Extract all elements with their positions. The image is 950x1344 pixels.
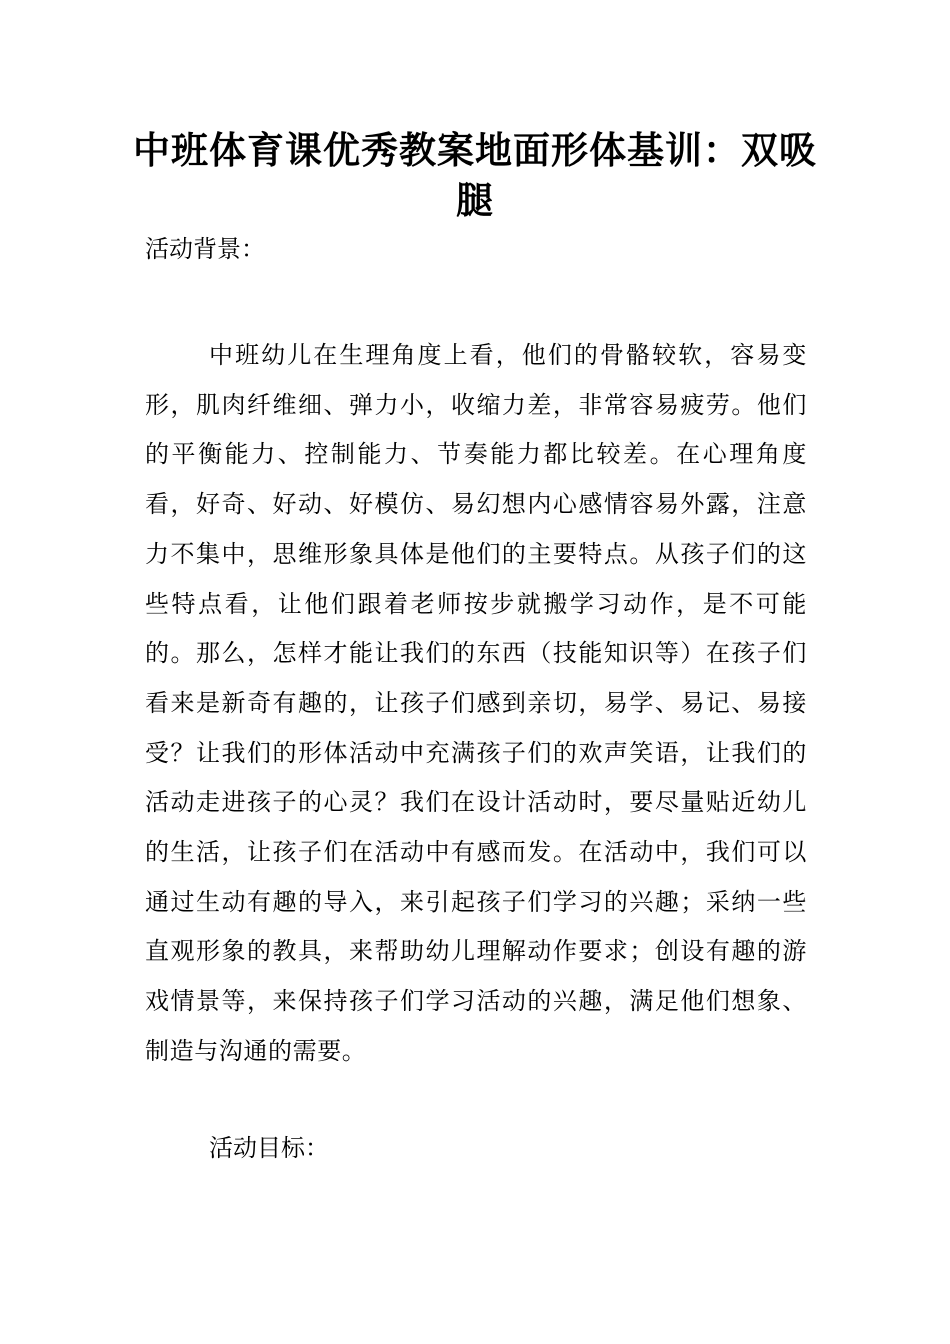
background-paragraph: 中班幼儿在生理角度上看，他们的骨骼较软，容易变形，肌肉纤维细、弹力小，收缩力差，非常容易疲劳。他们的平衡能力、控制能力、节奏能力都比较差。在心理角度看，好奇、好动、好模仿、易幻想内心感情容易外露，注意力不集中，思维形象具体是他们的主要特点。从孩子们的这些特点看，让他们跟着老师按步就搬学习动作，是不可能的。那么，怎样才能让我们的东西（技能知识等）在孩子们看来是新奇有趣的，让孩子们感到亲切，易学、易记、易接受？让我们的形体活动中充满孩子们的欢声笑语，让我们的活动走进孩子的心灵？我们在设计活动时，要尽量贴近幼儿的生活，让孩子们在活动中有感而发。在活动中，我们可以通过生动有趣的导入，来引起孩子们学习的兴趣；采纳一些直观形象的教具，来帮助幼儿理解动作要求；创设有趣的游戏情景等，来保持孩子们学习活动的兴趣，满足他们想象、制造与沟通的需要。: [145, 341, 807, 1065]
section-heading-goals: 活动目标：: [209, 1134, 329, 1162]
section-heading-background: 活动背景：: [145, 235, 265, 263]
document-title: 中班体育课优秀教案地面形体基训：双吸腿: [133, 129, 817, 222]
